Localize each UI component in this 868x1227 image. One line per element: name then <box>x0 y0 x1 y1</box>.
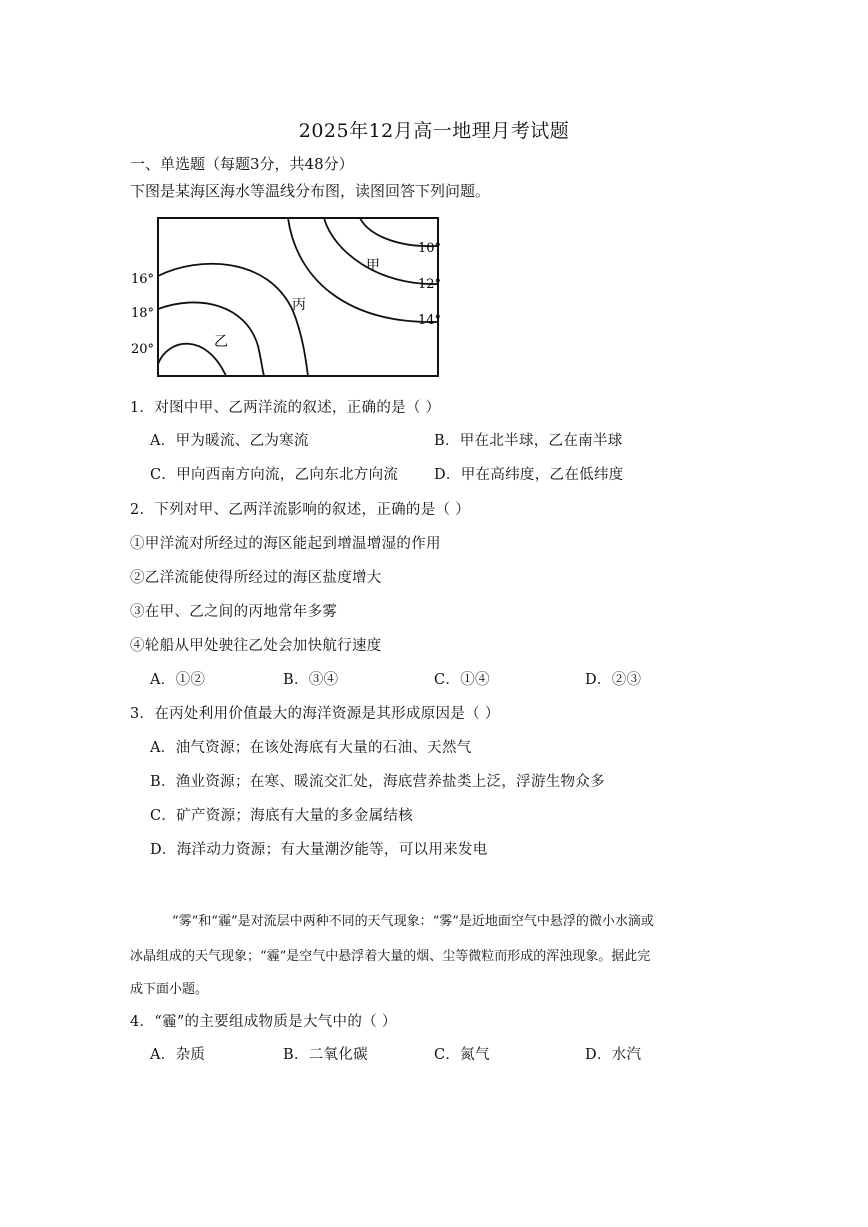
label-12: 12° <box>417 277 441 292</box>
label-bing: 丙 <box>292 297 306 313</box>
q1-stem: 1．对图中甲、乙两洋流的叙述，正确的是（ ） <box>130 400 441 416</box>
label-20: 20° <box>131 342 155 357</box>
isotherm-16 <box>158 264 308 376</box>
q3-stem: 3．在丙处利用价值最大的海洋资源是其形成原因是（ ） <box>130 706 500 722</box>
passage-line-1: “雾”和“霾”是对流层中两种不同的天气现象：“雾”是近地面空气中悬浮的微小水滴或 <box>172 914 654 929</box>
isotherm-18 <box>158 302 264 376</box>
label-16: 16° <box>131 272 155 287</box>
q1-option-d: D．甲在高纬度，乙在低纬度 <box>434 467 624 483</box>
intro-text: 下图是某海区海水等温线分布图，读图回答下列问题。 <box>130 182 491 200</box>
q3-option-a: A．油气资源；在该处海底有大量的石油、天然气 <box>150 740 472 756</box>
q4-option-b: B．二氧化碳 <box>283 1047 368 1063</box>
label-10: 10° <box>417 241 441 256</box>
q2-statement-2: ②乙洋流能使得所经过的海区盐度增大 <box>130 570 382 586</box>
q2-statement-3: ③在甲、乙之间的丙地常年多雾 <box>130 604 338 620</box>
section-heading: 一、单选题（每题3分，共48分） <box>130 155 354 173</box>
q3-option-b: B．渔业资源；在寒、暖流交汇处，海底营养盐类上泛，浮游生物众多 <box>150 774 605 790</box>
q3-option-d: D．海洋动力资源；有大量潮汐能等，可以用来发电 <box>150 842 488 858</box>
label-yi: 乙 <box>214 334 228 350</box>
q2-statement-1: ①甲洋流对所经过的海区能起到增温增湿的作用 <box>130 536 441 552</box>
q1-option-a: A．甲为暖流、乙为寒流 <box>150 433 309 449</box>
isotherm-map <box>128 206 444 382</box>
passage-line-2: 冰晶组成的天气现象；“霾”是空气中悬浮着大量的烟、尘等微粒而形成的浑浊现象。据此完 <box>130 949 651 964</box>
label-18: 18° <box>131 306 155 321</box>
q1-option-c: C．甲向西南方向流，乙向东北方向流 <box>150 467 399 483</box>
isotherm-14 <box>288 218 438 322</box>
label-14: 14° <box>417 313 441 328</box>
q4-stem: 4．“霾”的主要组成物质是大气中的（ ） <box>130 1014 397 1030</box>
q4-option-a: A．杂质 <box>150 1047 206 1063</box>
q2-stem: 2．下列对甲、乙两洋流影响的叙述，正确的是（ ） <box>130 502 471 518</box>
q1-option-b: B．甲在北半球，乙在南半球 <box>434 433 623 449</box>
q2-option-c: C．①④ <box>434 672 490 688</box>
passage-line-3: 成下面小题。 <box>130 982 209 997</box>
q4-option-c: C．氮气 <box>434 1047 490 1063</box>
q3-option-c: C．矿产资源；海底有大量的多金属结核 <box>150 808 413 824</box>
q2-option-b: B．③④ <box>283 672 339 688</box>
q2-option-a: A．①② <box>150 672 206 688</box>
q2-option-d: D．②③ <box>585 672 642 688</box>
label-jia: 甲 <box>366 258 380 274</box>
page-title: 2025年12月高一地理月考试题 <box>298 120 570 142</box>
q2-statement-4: ④轮船从甲处驶往乙处会加快航行速度 <box>130 638 382 654</box>
q4-option-d: D．水汽 <box>585 1047 642 1063</box>
